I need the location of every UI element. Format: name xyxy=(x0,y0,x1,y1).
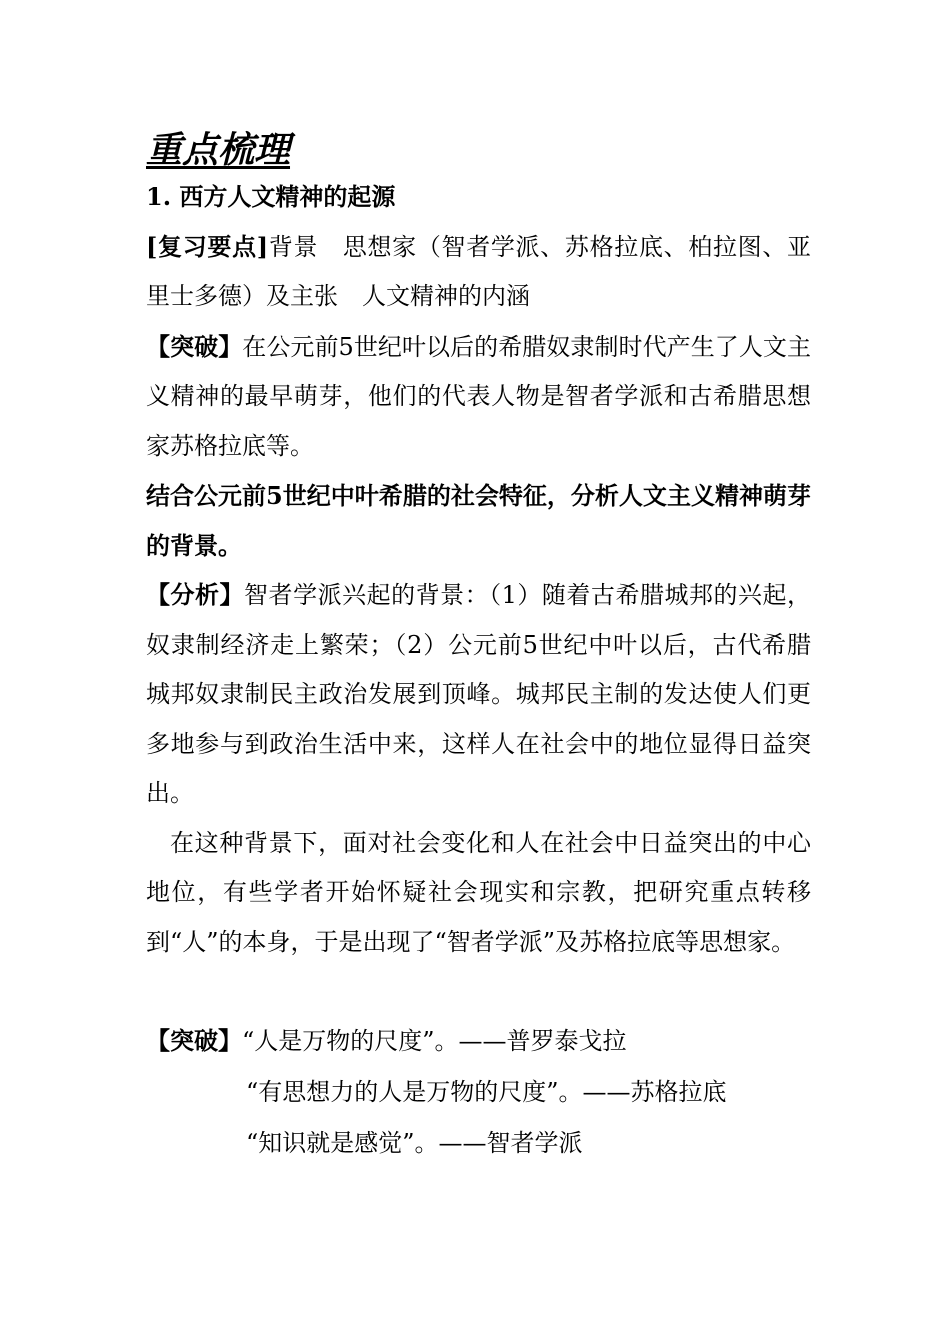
section-title-row xyxy=(146,128,811,172)
section-title: 重点梳理 xyxy=(146,129,291,171)
quotes-block xyxy=(146,1015,811,1169)
breakthrough-paragraph xyxy=(146,322,811,472)
review-points xyxy=(146,222,811,322)
analysis-text: 智者学派兴起的背景：（1）随着古希腊城邦的兴起，奴隶制经济走上繁荣；（2）公元前5世纪中叶以后，古代希腊城邦奴隶制民主政治发展到顶峰。城邦民主制的发达使人们更多地参与到政治生活中来，这样人在社会中的地位显得日益突出。 xyxy=(146,581,812,807)
quote-line-1 xyxy=(146,1015,811,1067)
quote-line-2: “有思想力的人是万物的尺度”。——苏格拉底 xyxy=(246,1078,727,1106)
quote-text: “人是万物的尺度”。——普罗泰戈拉 xyxy=(242,1027,627,1055)
quote-line-3: “知识就是感觉”。——智者学派 xyxy=(246,1129,583,1157)
spacer xyxy=(146,967,811,1015)
breakthrough-text: 在公元前5世纪叶以后的希腊奴隶制时代产生了人文主义精神的最早萌芽，他们的代表人物是智者学派和古希腊思想家苏格拉底等。 xyxy=(146,332,811,460)
section-heading: 1. 西方人文精神的起源 xyxy=(146,182,396,211)
analysis-label: 【分析】 xyxy=(146,580,245,609)
analysis-paragraph xyxy=(146,570,811,819)
review-label: [复习要点] xyxy=(146,231,269,261)
review-text: 背景 思想家（智者学派、苏格拉底、柏拉图、亚里士多德）及主张 人文精神的内涵 xyxy=(146,232,812,310)
background-paragraph: 在这种背景下，面对社会变化和人在社会中日益突出的中心地位，有些学者开始怀疑社会现实和宗教，把研究重点转移到“人”的本身，于是出现了“智者学派”及苏格拉底等思想家。 xyxy=(146,828,811,956)
breakthrough-label: 【突破】 xyxy=(146,331,243,361)
document-page xyxy=(146,128,811,1169)
question-text: 结合公元前5世纪中叶希腊的社会特征，分析人文主义精神萌芽的背景。 xyxy=(146,481,811,560)
breakthrough2-label: 【突破】 xyxy=(146,1026,242,1055)
